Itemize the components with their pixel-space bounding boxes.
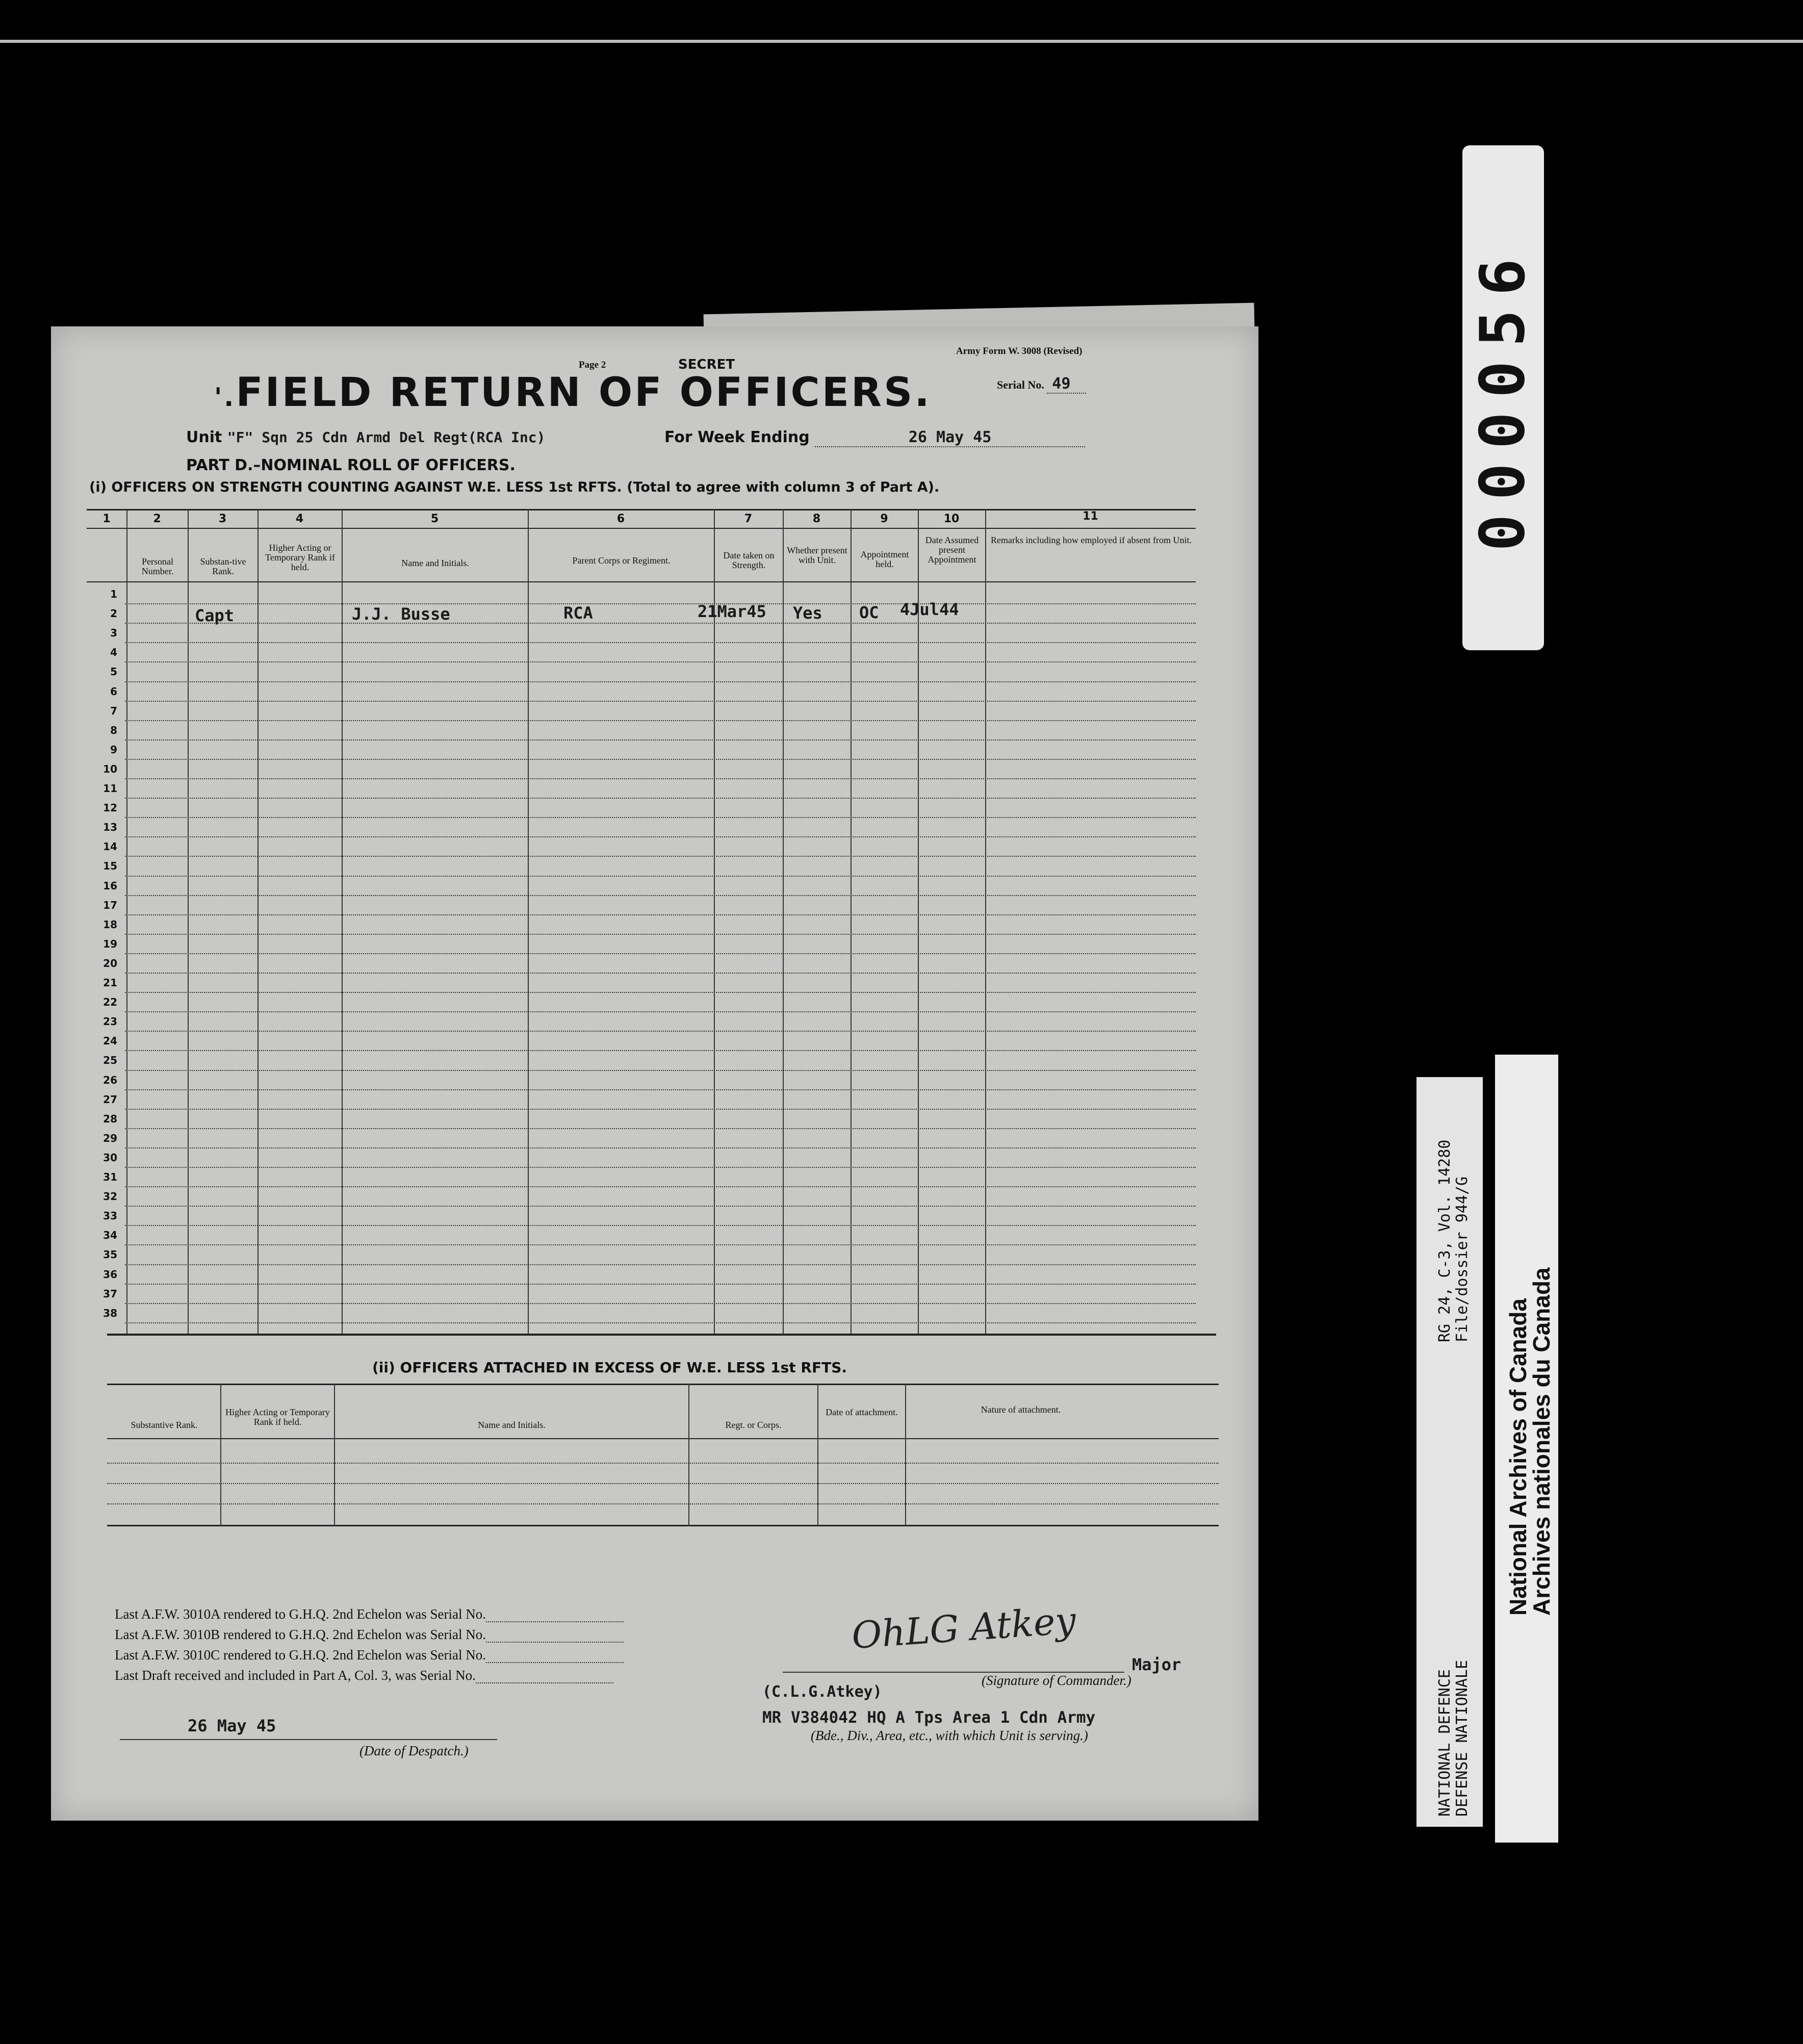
- row-line: [125, 1070, 1196, 1071]
- serial-field: [997, 375, 1086, 393]
- row-number: 19: [103, 937, 117, 950]
- row-number: 11: [103, 782, 117, 795]
- archive-stamp-strip: [1462, 145, 1544, 650]
- secret-mark: SECRET: [678, 357, 735, 372]
- entry-date-taken: 21Mar45: [698, 602, 766, 621]
- colnum-5: 5: [430, 513, 439, 525]
- row-line: [125, 1322, 1196, 1323]
- row-number: 34: [103, 1229, 117, 1242]
- row-line: [125, 953, 1196, 954]
- entry-present: Yes: [793, 603, 822, 623]
- col-divider-6: [714, 509, 715, 1334]
- colnum-11: 11: [1083, 510, 1098, 523]
- row-number: 35: [103, 1248, 117, 1261]
- col-divider-3: [257, 510, 259, 1334]
- despatch-line: [120, 1739, 497, 1740]
- row-line: [125, 661, 1196, 662]
- signature-caption: (Signature of Commander.): [982, 1673, 1131, 1688]
- row-line: [125, 778, 1196, 779]
- row-line: [125, 603, 1196, 604]
- col-divider-9: [918, 509, 919, 1334]
- row-line: [125, 1011, 1196, 1012]
- entry-name: J.J. Busse: [352, 604, 450, 624]
- attached-divider-3: [688, 1384, 689, 1526]
- row-line: [125, 642, 1196, 643]
- colnum-1: 1: [102, 513, 111, 525]
- attached-header-rule: [107, 1438, 1219, 1439]
- colnum-4: 4: [295, 513, 304, 525]
- row-line: [125, 856, 1196, 857]
- attached-divider-2: [334, 1384, 335, 1526]
- serial-label: Serial No.: [997, 378, 1044, 391]
- row-line: [125, 1089, 1196, 1090]
- row-number: 5: [110, 666, 117, 678]
- footer-line-c-text: Last A.F.W. 3010C rendered to G.H.Q. 2nd Echelon was Serial No.: [115, 1647, 486, 1663]
- row-number: 18: [103, 918, 117, 931]
- footer-line-a-text: Last A.F.W. 3010A rendered to G.H.Q. 2nd Echelon was Serial No.: [115, 1606, 486, 1622]
- row-number: 16: [103, 879, 117, 892]
- row-number: 25: [103, 1054, 117, 1067]
- title-mark: '.: [214, 382, 236, 412]
- attached-bottom-rule: [107, 1525, 1219, 1526]
- row-number: 13: [103, 821, 117, 834]
- col-divider-8: [851, 509, 852, 1334]
- section-i-heading: (i) OFFICERS ON STRENGTH COUNTING AGAINST W.E. LESS 1st RFTS. (Total to agree with column 3 of Part A).: [89, 479, 940, 495]
- colhead-appointment: Appointment held.: [860, 549, 909, 569]
- row-number: 9: [110, 743, 117, 756]
- colnum-9: 9: [880, 513, 888, 525]
- form-id: Army Form W. 3008 (Revised): [956, 346, 1083, 356]
- despatch-date: 26 May 45: [188, 1716, 276, 1735]
- table-number-rule: [87, 528, 1196, 529]
- section-ii-heading: (ii) OFFICERS ATTACHED IN EXCESS OF W.E. LESS 1st RFTS.: [372, 1359, 847, 1376]
- attached-head-rank: Substantive Rank.: [131, 1420, 198, 1430]
- unit-label: Unit: [186, 428, 222, 446]
- row-number: 1: [110, 588, 117, 600]
- row-line: [125, 701, 1196, 702]
- col-divider-4: [342, 510, 343, 1334]
- table-bottom-rule: [107, 1334, 1216, 1336]
- archive-reference-label: [1416, 1077, 1483, 1827]
- colhead-personal-number: Personal Number.: [141, 556, 174, 576]
- row-line: [125, 1128, 1196, 1129]
- colnum-7: 7: [744, 513, 753, 525]
- col-divider-2: [188, 510, 189, 1334]
- row-line: [125, 739, 1196, 740]
- row-number: 26: [103, 1074, 117, 1086]
- row-line: [125, 623, 1196, 624]
- attached-head-higher-rank: Higher Acting or Temporary Rank if held.: [225, 1407, 330, 1427]
- row-line: [125, 1225, 1196, 1226]
- row-number: 21: [103, 977, 117, 989]
- row-number: 14: [103, 840, 117, 853]
- commander-signature: OhLG Atkey: [850, 1598, 1077, 1657]
- attached-divider-4: [817, 1384, 818, 1526]
- attached-top-rule: [107, 1384, 1219, 1385]
- footer-line-a: [115, 1606, 624, 1622]
- colnum-10: 10: [943, 513, 960, 525]
- archives-name-fr: Archives nationales du Canada: [1528, 1267, 1555, 1616]
- row-number: 27: [103, 1093, 117, 1106]
- row-number: 38: [103, 1307, 117, 1319]
- colhead-date-assumed: Date Assumed present Appointment: [925, 535, 979, 565]
- week-label: For Week Ending: [664, 428, 810, 446]
- footer-line-d-text: Last Draft received and included in Part A, Col. 3, was Serial No.: [115, 1668, 476, 1683]
- colnum-2: 2: [153, 513, 161, 525]
- defence-fr: DEFENSE NATIONALE: [1453, 1659, 1471, 1817]
- commander-name: (C.L.G.Atkey): [762, 1683, 882, 1701]
- row-number: 3: [110, 627, 117, 640]
- footer-line-c-blank: [486, 1651, 624, 1663]
- attached-head-name: Name and Initials.: [478, 1420, 546, 1430]
- colhead-present: Whether present with Unit.: [787, 545, 847, 565]
- commander-rank: Major: [1132, 1655, 1181, 1674]
- footer-line-b-text: Last A.F.W. 3010B rendered to G.H.Q. 2nd Echelon was Serial No.: [115, 1627, 486, 1642]
- archives-name-en: National Archives of Canada: [1505, 1298, 1531, 1616]
- col-divider-10: [985, 509, 986, 1334]
- location-caption: (Bde., Div., Area, etc., with which Unit is serving.): [811, 1728, 1088, 1743]
- footer-line-b: [115, 1627, 624, 1643]
- col-divider-5: [528, 509, 529, 1334]
- footer-line-a-blank: [486, 1610, 624, 1622]
- colhead-name: Name and Initials.: [401, 558, 469, 568]
- attached-row-line-1: [107, 1463, 1219, 1464]
- row-line: [125, 817, 1196, 818]
- attached-head-date: Date of attachment.: [826, 1407, 898, 1417]
- row-number: 28: [103, 1112, 117, 1125]
- entry-appointment: OC: [859, 603, 879, 622]
- row-line: [125, 1109, 1196, 1110]
- colhead-date-taken: Date taken on Strength.: [723, 550, 775, 570]
- row-number: 6: [110, 685, 117, 698]
- row-line: [125, 1050, 1196, 1051]
- serial-value: 49: [1047, 375, 1086, 394]
- unit-location: MR V384042 HQ A Tps Area 1 Cdn Army: [762, 1708, 1096, 1727]
- unit-field: [186, 428, 546, 446]
- footer-line-b-blank: [486, 1630, 624, 1643]
- row-line: [125, 798, 1196, 799]
- despatch-caption: (Date of Despatch.): [359, 1743, 469, 1758]
- row-line: [125, 876, 1196, 877]
- defence-en: NATIONAL DEFENCE: [1436, 1669, 1454, 1817]
- attached-divider-1: [220, 1384, 221, 1526]
- row-line: [125, 934, 1196, 935]
- attached-head-nature: Nature of attachment.: [981, 1404, 1061, 1415]
- week-field: [664, 428, 1085, 447]
- part-heading: PART D.–NOMINAL ROLL OF OFFICERS.: [186, 456, 516, 474]
- row-number: 37: [103, 1287, 117, 1300]
- row-line: [125, 1206, 1196, 1207]
- attached-row-line-2: [107, 1483, 1219, 1484]
- unit-value: "F" Sqn 25 Cdn Armd Del Regt(RCA Inc): [227, 429, 546, 446]
- row-line: [125, 720, 1196, 721]
- archive-institution-label: [1495, 1055, 1558, 1843]
- row-number: 23: [103, 1015, 117, 1028]
- row-line: [125, 1031, 1196, 1032]
- page-title: [214, 370, 932, 416]
- row-line: [125, 1284, 1196, 1285]
- colnum-3: 3: [218, 513, 227, 525]
- row-number: 2: [110, 607, 117, 620]
- page-number: Page 2: [579, 360, 606, 370]
- row-number: 15: [103, 860, 117, 873]
- colnum-8: 8: [812, 513, 821, 525]
- entry-corps: RCA: [563, 603, 593, 623]
- row-number: 20: [103, 957, 117, 969]
- archive-stamp-number: 000056: [1467, 244, 1539, 551]
- row-number: 32: [103, 1190, 117, 1203]
- row-line: [125, 992, 1196, 993]
- col-divider-1: [126, 510, 127, 1334]
- row-line: [125, 1147, 1196, 1148]
- row-line: [125, 1186, 1196, 1187]
- row-number: 17: [103, 899, 117, 911]
- row-number: 22: [103, 996, 117, 1009]
- row-line: [125, 895, 1196, 896]
- col-divider-7: [783, 509, 784, 1334]
- row-number: 4: [110, 646, 117, 659]
- row-number: 8: [110, 724, 117, 736]
- row-number: 29: [103, 1132, 117, 1144]
- colhead-higher-rank: Higher Acting or Temporary Rank if held.: [265, 543, 335, 572]
- row-line: [125, 1264, 1196, 1265]
- row-line: [125, 1244, 1196, 1245]
- footer-line-d: [115, 1668, 613, 1683]
- colnum-6: 6: [616, 513, 625, 525]
- row-number: 33: [103, 1210, 117, 1222]
- row-number: 36: [103, 1268, 117, 1281]
- colhead-parent-corps: Parent Corps or Regiment.: [572, 555, 671, 566]
- row-number: 24: [103, 1035, 117, 1047]
- attached-head-corps: Regt. or Corps.: [725, 1420, 782, 1430]
- entry-date-assumed: 4Jul44: [900, 600, 959, 619]
- title-text: FIELD RETURN OF OFFICERS.: [236, 370, 932, 416]
- row-line: [125, 1303, 1196, 1304]
- entry-rank: Capt: [195, 606, 235, 625]
- table-header-rule: [87, 581, 1196, 582]
- row-number: 10: [103, 762, 117, 775]
- row-line: [125, 836, 1196, 837]
- row-number: 30: [103, 1151, 117, 1164]
- row-line: [125, 681, 1196, 682]
- footer-line-c: [115, 1647, 624, 1663]
- colhead-remarks: Remarks including how employed if absent from Unit.: [991, 535, 1192, 545]
- colhead-substantive-rank: Substan-tive Rank.: [200, 556, 246, 576]
- row-line: [125, 973, 1196, 974]
- row-number: 7: [110, 704, 117, 717]
- row-line: [125, 759, 1196, 760]
- top-border-line: [0, 40, 1803, 43]
- footer-line-d-blank: [476, 1671, 613, 1683]
- row-line: [125, 914, 1196, 915]
- form-sheet: [51, 326, 1258, 1821]
- ref-line-2: File/dossier 944/G: [1453, 1176, 1471, 1342]
- row-number: 12: [103, 802, 117, 814]
- row-number: 31: [103, 1171, 117, 1183]
- attached-row-line-3: [107, 1503, 1219, 1504]
- ref-line-1: RG 24, C-3, Vol. 14280: [1436, 1139, 1454, 1342]
- row-line: [125, 1167, 1196, 1168]
- week-value: 26 May 45: [815, 428, 1085, 447]
